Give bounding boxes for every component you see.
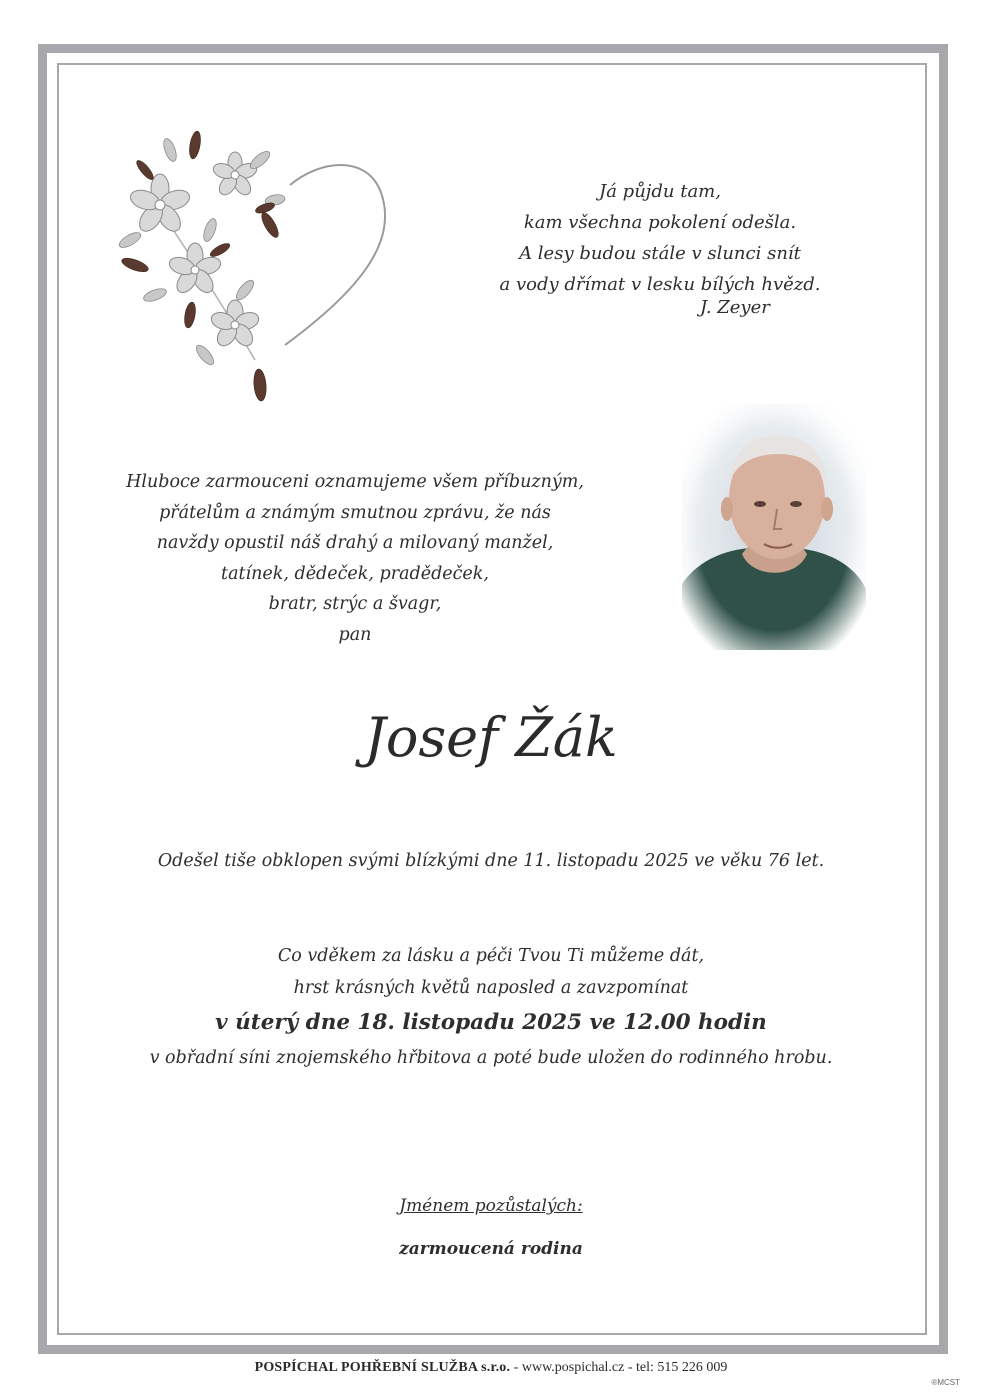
watermark: ®MCST	[931, 1378, 960, 1387]
deceased-name: Josef Žák	[364, 706, 618, 769]
footer-contact: - www.pospichal.cz - tel: 515 226 009	[510, 1360, 728, 1375]
ceremony-date: v úterý dne 18. listopadu 2025 ve 12.00 hodin	[215, 1010, 767, 1035]
signature-heading	[0, 1196, 982, 1216]
announcement-line: přátelům a známým smutnou zprávu, že nás	[159, 502, 551, 523]
ceremony-line: Co vděkem za lásku a péči Tvou Ti můžeme dát,	[277, 946, 705, 966]
footer-company: POSPÍCHAL POHŘEBNÍ SLUŽBA s.r.o.	[254, 1360, 511, 1375]
signature-heading-text: Jménem pozůstalých:	[399, 1196, 583, 1216]
ceremony-line: hrst krásných květů naposled a zavzpomínat	[293, 978, 689, 998]
announcement-text	[105, 467, 605, 650]
ceremony-location: v obřadní síni znojemského hřbitova a poté bude uložen do rodinného hrobu.	[149, 1048, 833, 1068]
announcement-line: bratr, strýc a švagr,	[268, 594, 442, 614]
poem-line: Já půjdu tam,	[599, 181, 721, 202]
announcement-line: navždy opustil náš drahý a milovaný manžel,	[156, 533, 554, 553]
poem-line: a vody dřímat v lesku bílých hvězd.	[499, 274, 821, 295]
floral-heart-ornament	[110, 120, 400, 420]
poem-line: A lesy budou stále v slunci snít	[519, 243, 801, 264]
poem	[470, 176, 850, 300]
passing-statement: Odešel tiše obklopen svými blízkými dne 11. listopadu 2025 ve věku 76 let.	[157, 851, 825, 871]
poem-line: kam všechna pokolení odešla.	[523, 212, 797, 233]
announcement-line: Hluboce zarmouceni oznamujeme všem příbuzným,	[126, 472, 584, 492]
portrait-illustration	[682, 404, 866, 650]
ceremony-text	[0, 940, 982, 1074]
portrait-photo	[682, 404, 866, 650]
signature-name: zarmoucená rodina	[399, 1239, 583, 1259]
poem-author: J. Zeyer	[700, 297, 770, 318]
announcement-line: tatínek, dědeček, pradědeček,	[221, 563, 489, 584]
footer	[0, 1360, 982, 1376]
announcement-line: pan	[338, 624, 372, 645]
